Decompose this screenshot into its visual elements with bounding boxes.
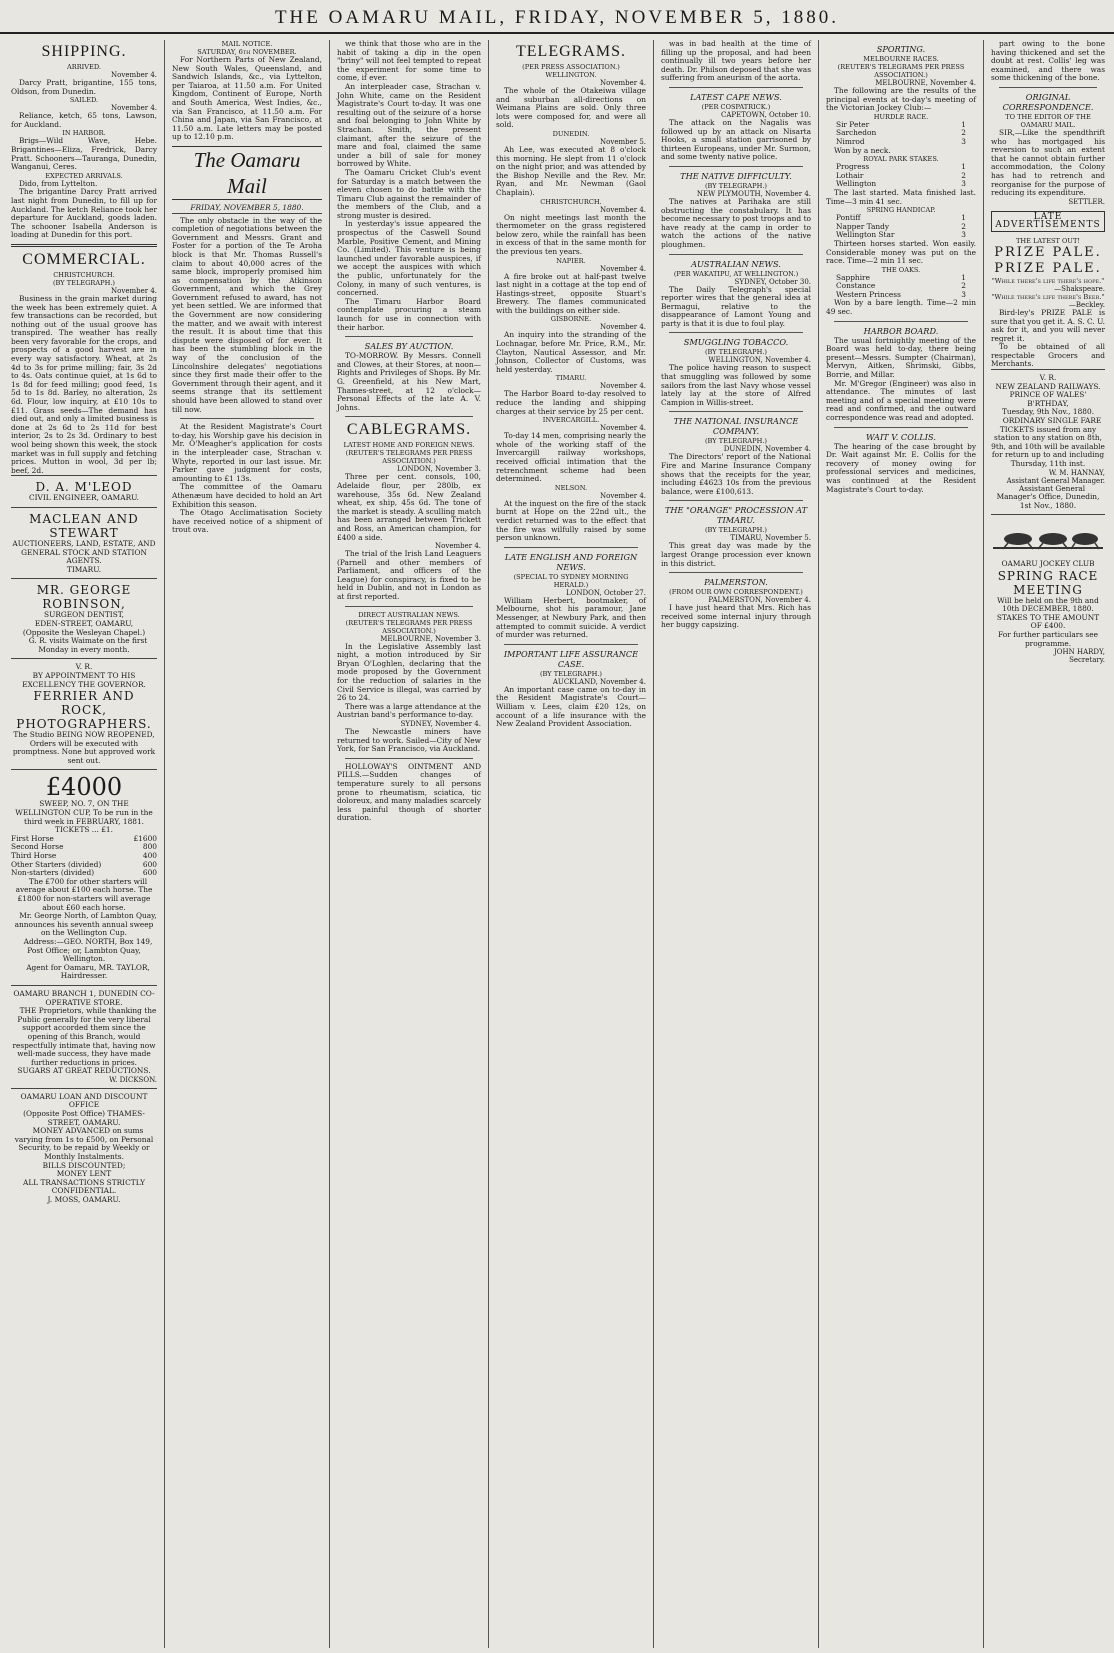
hurdle-heading: HURDLE RACE. (873, 112, 929, 121)
gisborne-text: An inquiry into the stranding of the Lochnagar, before Mr. Price, R.M., Mr. Clayton, Nautical Assessor, and Mr. Johnson, Collector of Customs, was held yesterday. (496, 330, 646, 374)
mail-text: For Northern Parts of New Zealand, New South Wales, Queensland, and Sandwich Islands, &c., via Lyttelton, per Taiaroa, at 11.50 a.m. For United Kingdom, Continent of Europe, North and South America, West Indies, &c., via San Francisco, at 11.50 a.m. For China and Japan, via San Francisco, at 11.50 a.m. Late letters may be posted up to 12.10 p.m. (172, 55, 322, 142)
australian-by: (PER WAKATIPU, AT WELLINGTON.) (673, 269, 799, 278)
coop-heading: OAMARU BRANCH 1, DUNEDIN CO-OPERATIVE STORE. (13, 988, 155, 1007)
dunedin-heading: DUNEDIN. (552, 129, 590, 138)
north-address: Address:—GEO. NORTH, Box 149, Post Office; or, Lambton Quay, Wellington. (23, 936, 153, 964)
divider (834, 427, 968, 428)
nelson-text: At the inquest on the fire of the stack burnt at Hope on the 22nd ult., the verdict returned was to the effect that the fire was wilfully raised by some person unknown. (496, 498, 646, 543)
wellington-text: The whole of the Otakeiwa village and suburban all-directions on Weimana Plains are sold. Only three lots were composed for, and were all sold. (496, 86, 646, 130)
wellington-date: November 4. (600, 79, 646, 87)
cable-date: November 4. (435, 542, 481, 551)
horse-name: Lothair (836, 170, 864, 180)
insurance-text: The Directors' report of the National Fire and Marine Insurance Company shows that the receipts for the year, including £4623 10s from the previous balance, were £100,613. (661, 452, 811, 496)
arrived-text: Darcy Pratt, brigantine, 155 tons, Oldson, from Dunedin. (11, 78, 157, 96)
loan-text: MONEY ADVANCED on sums varying from 1s to £500, on Personal Security, to be repaid by Weekly or Monthly Instalments. (14, 1126, 154, 1162)
paper-title: The Oamaru Mail (172, 146, 322, 200)
robinson-text: G. R. visits Waimate on the first Monday in every month. (28, 636, 148, 654)
ad-sweep (11, 769, 157, 984)
ad-coop (11, 985, 157, 1088)
arrived-label: ARRIVED. (66, 63, 102, 71)
native-heading: THE NATIVE DIFFICULTY. (680, 170, 792, 181)
divider (504, 644, 638, 645)
coop-manager: W. DICKSON. (109, 1075, 157, 1084)
horse-name: Wellington (836, 179, 877, 189)
late-english-by: (SPECIAL TO SYDNEY MORNING HERALD.) (513, 572, 629, 589)
nelson-date: November 4. (600, 491, 646, 500)
c7-continued: part owing to the bone having thickened and set the doubt at rest. Collis' leg was examined, and there was some thickening of the bone. (991, 40, 1105, 83)
sailed-label: SAILED. (69, 96, 99, 105)
late-english-heading: LATE ENGLISH AND FOREIGN NEWS. (504, 551, 638, 572)
column-rule (818, 40, 819, 1648)
commercial-place: CHRISTCHURCH. (53, 270, 115, 279)
commercial-by: (BY TELEGRAPH.) (52, 278, 115, 287)
robinson-name: MR. GEORGE ROBINSON, (36, 583, 132, 612)
palmerston-heading: PALMERSTON. (704, 577, 768, 588)
column-rule (164, 40, 165, 1648)
christchurch-text: On night meetings last month the thermometer on the grass registered below zero, while the rainfall has been in excess of that in the same month for the previous ten years. (496, 212, 646, 256)
invercargill-heading: INVERCARGILL. (542, 416, 600, 425)
railways-text: ORDINARY SINGLE FARE TICKETS issued from any station to any station on 8th, 9th, and 10th will be available for return up to and including Thursday, 11th inst. (991, 416, 1105, 468)
timaru-text: The Harbor Board to-day resolved to reduce the landing and shipping charges at their service by 25 per cent. (496, 389, 646, 416)
sailed-text: Reliance, ketch, 65 tons, Lawson, for Auckland. (11, 111, 157, 129)
important-text: An important case came on to-day in the Resident Magistrate's Court—William v. Lees, claim £20 12s, on account of a life insurance with the New Zealand Provident Association. (496, 684, 646, 729)
direct-text: In the Legislative Assembly last night, a motion introduced by Sir Bryan O'Loghlen, declaring that the mode proposed by the Government for the reduction of salaries in the Civil Service is illegal, was carried by 26 to 24. (337, 641, 481, 703)
jockey-further: For further particulars see programme. (998, 629, 1098, 648)
australian-place: SYDNEY, October 30. (734, 277, 811, 286)
spring-text: Thirteen horses started. Won easily. Considerable money was put on the race. Time—2 min 11 sec. (826, 238, 976, 266)
prize-value: 600 (142, 859, 157, 869)
sales-heading: SALES BY AUCTION. (364, 341, 454, 352)
holloway-text: HOLLOWAY'S OINTMENT AND PILLS.—Sudden changes of temperature surely to all persons prone to rheumatism, sciatica, tic doloreux, and many maladies scarcely less painful though of shorter duration. (337, 761, 481, 823)
divider (11, 244, 157, 247)
sugars-text: SUGARS AT GREAT REDUCTIONS. (17, 1066, 151, 1076)
jockey-stakes: STAKES TO THE AMOUNT OF £400. (996, 612, 1100, 631)
races-by: (REUTER'S TELEGRAMS PER PRESS ASSOCIATION.) (837, 63, 965, 79)
jockey-sign-2: Secretary. (1069, 656, 1105, 665)
vr-mark: V. R. (1039, 373, 1057, 383)
railways-heading: NEW ZEALAND RAILWAYS. (995, 381, 1101, 391)
column-rule (653, 40, 654, 1648)
horse-name: Sarchedon (836, 128, 877, 138)
coop-text: THE Proprietors, while thanking the Public generally for the very liberal support accorded them since the opening of this Branch, would respectfully intimate that, having now well-made success, they have made further reductions in prices. (12, 1006, 157, 1067)
divider (345, 606, 473, 607)
railways-sign-2: Assistant General Manager. (1006, 476, 1105, 485)
prize-value: £1600 (133, 833, 157, 843)
prize-label: Other Starters (divided) (11, 859, 102, 869)
quote-2-source: —Beckley. (1068, 300, 1105, 309)
hurdle-won: Won by a neck. (834, 145, 891, 155)
prize-pale-text: Bird-ley's PRIZE PALE is sure that you get it. A. S. C. U. ask for it, and you will never regret it. (991, 307, 1105, 343)
divider (669, 166, 803, 167)
races-text: The following are the results of the principal events at to-day's meeting of the Victorian Jockey Club:— (826, 86, 976, 113)
prize-label: Second Horse (11, 842, 64, 852)
maclean-sub: AUCTIONEERS, LAND, ESTATE, AND GENERAL STOCK AND STATION AGENTS. (12, 538, 156, 566)
late-english-text: William Herbert, bootmaker, of Melbourne, shot his paramour, Jane Messenger, at Newbury Park, and then attempted to commit suicide. A verdict of murder was returned. (496, 595, 646, 640)
interpleader-text: An interpleader case, Strachan v. John White, came on the Resident Magistrate's Court to-day. It was one resulting out of the seizure of a horse and foal belonging to John White by Strachan. Smith, the present claimant, after the seizure of the mare and foal, claimed the same under a bill of sale for money borrowed by White. (337, 81, 481, 169)
masthead-title: THE OAMARU MAIL, FRIDAY, NOVEMBER 5, 1880. (274, 7, 840, 28)
quote-1-source: —Shakspeare. (1054, 284, 1105, 293)
ad-robinson (11, 578, 157, 658)
lent-text: MONEY LENT (56, 1169, 112, 1179)
late-english-place: LONDON, October 27. (565, 588, 646, 597)
napier-heading: NAPIER. (556, 256, 586, 265)
column-5 (656, 40, 816, 1648)
art-text: The committee of the Oamaru Athenæum have decided to hold an Art Exhibition this season. (172, 482, 322, 509)
australian-text: The Daily Telegraph's special reporter wires that the general idea at Bermagui, relative to the disappearance of Lamont Young and party is that it is due to foul play. (661, 284, 811, 328)
commercial-text: Business in the grain market during the week has been extremely quiet. A few transactions can be recorded, but nothing out of the usual groove has transpired. The weather has really been very favorable for the crops, and prospects of a good harvest are in every way satisfactory. Wheat, at 2s 4d to 3s for prime milling; fair, 3s 2d to 4s. Oats continue quiet, at 1s 6d to 1s 8d for feed milling; good feed, 1s 5d to 1s 8d. Barley, no alteration, 2s 6d. Flour, low inquiry, at £10 10s to £11. Grass seeds—The demand has died out, and only a limited business is done at 2s 6d to 2s 11d for best interior, 2s to 2s 3d. Ordinary to best wool being shown this week, the stock market was in full supply and fetching prices. Mutton in wool, 3d per lb; beef, 2d. (11, 293, 157, 475)
loan-address: (Opposite Post Office) THAMES-STREET, OAMARU. (23, 1109, 145, 1127)
ad-ferrier (11, 658, 157, 769)
divider (669, 572, 803, 573)
ad-jockey-club (991, 514, 1105, 668)
napier-date: November 4. (600, 264, 646, 273)
insurance-place: DUNEDIN, November 4. (723, 445, 811, 454)
orange-place: TIMARU, November 5. (730, 534, 811, 543)
cape-by: (PER COSPATRICK.) (701, 102, 771, 111)
commercial-date: November 4. (111, 286, 157, 295)
divider (669, 254, 803, 255)
divider (999, 87, 1097, 88)
horse-place: 1 (961, 213, 966, 223)
column-7 (986, 40, 1110, 1648)
important-place: AUCKLAND, November 4. (552, 677, 646, 686)
cricket-text: The Oamaru Cricket Club's event for Saturday is a match between the eleven chosen to do battle with the Timaru Club against the remainder of the members of the Club, and a strong muster is desired. (337, 167, 481, 220)
quote-2: "While there's life there's Beer." (991, 292, 1105, 301)
horse-place: 2 (961, 221, 966, 231)
robinson-sub: SURGEON DENTIST, (44, 610, 124, 620)
column-rule (329, 40, 330, 1648)
ferrier-sub: The Studio BEING NOW REOPENED, Orders will be executed with promptness. None but approved work sent out. (12, 730, 156, 765)
ad-maclean (11, 507, 157, 578)
mleod-title: CIVIL ENGINEER, OAMARU. (28, 493, 140, 503)
harbour-label: IN HARBOR. (62, 129, 106, 138)
direct-by: (REUTER'S TELEGRAMS PER PRESS ASSOCIATION.) (345, 618, 473, 635)
column-2 (167, 40, 327, 1648)
late-ads-heading: LATE ADVERTISEMENTS (991, 211, 1105, 232)
horse-name: Wellington Star (836, 230, 895, 240)
orange-text: This great day was made by the largest Orange procession ever known in this district. (661, 541, 811, 568)
dunedin-date: November 5. (600, 137, 646, 146)
prize-label: Non-starters (divided) (11, 868, 95, 878)
ad-mleod (11, 475, 157, 507)
expected-label: EXPECTED ARRIVALS. (45, 171, 123, 180)
smuggling-text: The police having reason to suspect that smuggling was followed by some sailors from the last Navy whose vessel lately lay at the store of Alfred Campion in Willis-street. (661, 363, 811, 407)
horse-name: Sir Peter (836, 119, 870, 129)
collis-heading: WAIT V. COLLIS. (866, 431, 936, 442)
column-4 (491, 40, 651, 1648)
caswell-text: In yesterday's issue appeared the prospectus of the Caswell Sound Marble, Positive Cement, and Mining Co. (Limited). This venture is being launched under favorable auspices, if we accept the auspices with which the public, unfortunately for the Colony, in many of such ventures, is concerned. (337, 219, 481, 298)
gisborne-heading: GISBORNE. (550, 315, 592, 324)
cablegrams-heading: CABLEGRAMS. (346, 421, 472, 439)
cape-place: CAPETOWN, October 10. (721, 110, 811, 119)
harbour-launch-text: The Timaru Harbor Board contemplate procuring a steam launch for use in connection with their harbor. (337, 296, 481, 332)
loan-heading: OAMARU LOAN AND DISCOUNT OFFICE (20, 1091, 148, 1110)
horse-place: 2 (961, 128, 966, 138)
column-rule (488, 40, 489, 1648)
oaks-heading: THE OAKS. (881, 265, 921, 274)
north-agent: Agent for Oamaru, MR. TAYLOR, Hairdresser. (26, 962, 150, 981)
horse-place: 3 (961, 179, 966, 189)
railways-sign: W. M. HANNAY, (1048, 468, 1105, 477)
horse-place: 3 (961, 136, 966, 146)
gisborne-date: November 4. (600, 323, 646, 332)
sweep-note: The £700 for other starters will average about £100 each horse. The £1800 for non-starters will average about £60 each horse. (15, 876, 153, 912)
robinson-place: EDEN-STREET, OAMARU, (34, 618, 134, 628)
invercargill-text: To-day 14 men, comprising nearly the whole of the working staff of the Invercargill railway workshops, received official intimation that the retrenchment scheme had been determined. (496, 431, 646, 484)
railways-sub: PRINCE OF WALES' B'RTHDAY, (1009, 390, 1087, 408)
christchurch-heading: CHRISTCHURCH. (540, 197, 602, 206)
timaru-heading: TIMARU. (555, 374, 587, 383)
smuggling-place: WELLINGTON, November 4. (708, 356, 811, 365)
loan-name: J. MOSS, OAMARU. (47, 1195, 121, 1204)
insurance-by: (BY TELEGRAPH.) (704, 437, 767, 446)
mleod-name: D. A. M'LEOD (35, 480, 133, 495)
prize-value: 400 (142, 851, 157, 861)
vr-mark: V. R. (75, 662, 93, 672)
ova-text: The Otago Acclimatisation Society have received notice of a shipment of trout ova. (172, 508, 322, 535)
prize-pale-text-2: To be obtained of all respectable Grocers and Merchants. (991, 342, 1105, 369)
horse-place: 2 (961, 281, 966, 291)
prize-label: First Horse (11, 833, 54, 843)
quote-1: "While there's life there's hope." (991, 276, 1105, 285)
column-6 (821, 40, 981, 1648)
ad-railways (991, 369, 1105, 514)
prize-value: 600 (142, 868, 157, 878)
insurance-heading: THE NATIONAL INSURANCE COMPANY. (673, 416, 799, 437)
oaks-text: Won by a bare length. Time—2 min 49 sec. (826, 298, 976, 317)
shipping-heading: SHIPPING. (41, 43, 127, 60)
important-heading: IMPORTANT LIFE ASSURANCE CASE. (503, 648, 639, 669)
horse-name: Nimrod (836, 136, 865, 146)
divider (345, 336, 473, 337)
column-rule (983, 40, 984, 1648)
horse-name: Napper Tandy (836, 221, 890, 231)
mail-heading: MAIL NOTICE. (221, 40, 273, 48)
divider (345, 758, 473, 759)
australian-heading: AUSTRALIAN NEWS. (691, 258, 781, 269)
palmerston-text: I have just heard that Mrs. Rich has received some internal injury through her buggy capsizing. (661, 603, 811, 630)
divider (669, 500, 803, 501)
harbour-board-heading: HARBOR BOARD. (863, 325, 939, 336)
spring-heading: SPRING HANDICAP. (866, 206, 936, 215)
invercargill-date: November 4. (600, 424, 646, 433)
palmerston-by: (FROM OUR OWN CORRESPONDENT.) (669, 588, 803, 597)
cable-by: (REUTER'S TELEGRAMS PER PRESS ASSOCIATION.) (345, 449, 473, 466)
horse-place: 3 (961, 289, 966, 299)
sporting-heading: SPORTING. (876, 44, 926, 54)
orange-heading: THE "ORANGE" PROCESSION AT TIMARU. (664, 505, 808, 526)
royal-text: The last started. Mata finished last. Time—3 min 41 sec. (826, 187, 976, 206)
paper-dateline: FRIDAY, NOVEMBER 5, 1880. (172, 204, 322, 214)
ferrier-name: FERRIER AND ROCK, PHOTOGRAPHERS. (16, 689, 152, 732)
prize-label: Third Horse (11, 851, 57, 861)
races-place: MELBOURNE, November 4. (875, 79, 976, 87)
harbour-board-text: The usual fortnightly meeting of the Board was held to-day, there being present—Messrs. Sumpter (Chairman), Mervyn, Aitken, Shrimski, Gibbs, Borrie, and Millar. (826, 335, 976, 380)
divider (834, 321, 968, 322)
cable-text-2: The trial of the Irish Land Leaguers (Parnell and other members of Parliament, and officers of the League) for conspiracy, is fixed to be held in Dublin, and not in London as at first reported. (337, 549, 481, 602)
palmerston-place: PALMERSTON, November 4. (708, 596, 811, 605)
jockey-club-name: OAMARU JOCKEY CLUB (1001, 558, 1095, 568)
horse-race-illustration (993, 523, 1103, 553)
native-text: The natives at Parihaka are still obstructing the constabulary. It has become necessary to post troops and to have ready at the camp in order to watch the actions of the native ploughmen. (661, 196, 811, 249)
christchurch-date: November 4. (600, 205, 646, 214)
horse-name: Pontiff (836, 213, 861, 223)
horse-place: 2 (961, 170, 966, 180)
correspondence-heading: ORIGINAL CORRESPONDENCE. (1002, 91, 1094, 112)
divider (504, 547, 638, 548)
railways-date: Tuesday, 9th Nov., 1880. (1001, 407, 1095, 417)
column-1 (6, 40, 162, 1648)
latest-out: THE LATEST OUT! (1015, 236, 1081, 245)
cable-place: LONDON, November 3. (397, 465, 481, 474)
correspondence-signature: SETTLER. (1068, 197, 1105, 206)
sweep-text: SWEEP, NO. 7, ON THE WELLINGTON CUP, To be run in the third week in FEBRUARY, 1881. (15, 799, 153, 826)
native-by: (BY TELEGRAPH.) (704, 181, 767, 190)
timaru-date: November 4. (600, 382, 646, 391)
sailed-date: November 4. (111, 104, 157, 113)
maclean-name: MACLEAN AND STEWART (29, 511, 139, 540)
horse-place: 1 (961, 162, 966, 172)
robinson-note: (Opposite the Wesleyan Chapel.) (22, 627, 146, 637)
harbour-board-text-2: Mr. M'Gregor (Engineer) was also in attendance. The minutes of last meeting and of a special meeting were read and confirmed, and the outward correspondence was read and adopted. (826, 378, 976, 422)
collis-text: The hearing of the case brought by Dr. Wait against Mr. E. Collis for the recovery of money owing for professional services and medicines, was continued at the Resident Magistrate's Court to-day. (826, 441, 976, 494)
divider (669, 87, 803, 88)
cape-heading: LATEST CAPE NEWS. (690, 91, 782, 102)
races-heading: MELBOURNE RACES. (863, 55, 939, 63)
correspondence-text: SIR,—Like the spendthrift who has mortgaged his reversion to such an extent that he cannot obtain further accommodation, the Colony has had to retrench and reorganise for the purpose of reducing its expenditure. (991, 127, 1105, 198)
jockey-text: Will be held on the 9th and 10th DECEMBER, 1880. (997, 595, 1099, 614)
c5-continued: was in bad health at the time of filling up the proposal, and had been continually ill two years before her death. Dr. Philson deposed that she was suffering from aneurism of the aorta. (661, 40, 811, 83)
orange-by: (BY TELEGRAPH.) (704, 526, 767, 535)
native-place: NEW PLYMOUTH, November 4. (696, 189, 811, 198)
c3-continued: we think that those who are in the habit of taking a dip in the open "briny" will not feel tempted to repeat the experiment for some time to come, if ever. (337, 40, 481, 83)
horse-place: 3 (961, 230, 966, 240)
important-by: (BY TELEGRAPH.) (539, 669, 602, 678)
telegrams-heading: TELEGRAMS. (516, 43, 626, 60)
jockey-sign: JOHN HARDY, (1054, 648, 1105, 657)
north-text: Mr. George North, of Lambton Quay, announces his seventh annual sweep on the Wellington Cup. (14, 911, 157, 938)
loan-note: ALL TRANSACTIONS STRICTLY CONFIDENTIAL. (22, 1177, 146, 1196)
maclean-place: TIMARU. (66, 564, 102, 574)
ad-loan (11, 1088, 157, 1209)
expected-text: Dido, from Lyttelton. (19, 178, 98, 188)
cable-text: Three per cent. consols, 100, Adelaide flour, per 280lb, ex warehouse, 35s 6d. New Zealand wheat, ex ship, 45s 6d. The tone of the market is steady. A sculling match has been arranged between Trickett and Ross, an American champion, for £400 a side. (337, 472, 481, 542)
correspondence-to: TO THE EDITOR OF THE OAMARU MAIL. (1005, 112, 1091, 129)
wellington-heading: WELLINGTON. (545, 71, 597, 79)
harbour-text: Brigs—Wild Wave, Hebe. Brigantines—Eliza, Fredrick, Darcy Pratt. Schooners—Tauranga, Dunedin, Wanganui, Ceres. (11, 136, 157, 172)
cape-text: The attack on the Nagalis was followed up by an attack on Nisarta Hooks, a small station garrisoned by thirteen Europeans, under Mr. Surmon, and some twenty native police. (661, 117, 811, 162)
royal-heading: ROYAL PARK STAKES. (863, 155, 939, 164)
sydney-place: SYDNEY, November 4. (400, 720, 481, 728)
jockey-meeting: SPRING RACE MEETING (997, 568, 1099, 597)
appointment-text: BY APPOINTMENT TO HIS EXCELLENCY THE GOVERNOR. (22, 670, 146, 689)
divider (669, 411, 803, 412)
napier-text: A fire broke out at half-past twelve last night in a cottage at the top end of Hastings-street, opposite Stuart's Brewery. The flames communicated with the buildings on either side. (496, 271, 646, 315)
shipping-notes: The brigantine Darcy Pratt arrived last night from Dunedin, to fill up for Auckland. The ketch Reliance took her departure for Auckland, goods laden. The schooner Isabella Anderson is loading at Dunedin for this port. (11, 187, 157, 240)
arrived-date: November 4. (111, 71, 157, 79)
dunedin-text: Ah Lee, was executed at 8 o'clock this morning. He slept from 11 o'clock on the night prior, and was attended by the Bishop Neville and the Rev. Mr. Ryan, and Mr. Newman (Gaol Chaplain). (496, 144, 646, 197)
nelson-heading: NELSON. (554, 483, 588, 492)
railways-sign-3: Assistant General Manager's Office, Dunedin, 1st Nov., 1880. (996, 483, 1100, 510)
direct-place: MELBOURNE, November 3. (380, 634, 481, 643)
column-3 (332, 40, 486, 1648)
horse-name: Constance (836, 281, 876, 291)
mail-date: SATURDAY, 6th NOVEMBER. (197, 48, 297, 56)
sales-text: TO-MORROW. By Messrs. Connell and Clowes, at their Stores, at noon—Rights and Privileges of Shops. By Mr. G. Greenfield, at his New Mart, Thames-street, at 12 o'clock—Personal Effects of the late A. V. Johns. (337, 351, 481, 412)
horse-name: Western Princess (836, 289, 901, 299)
masthead (0, 0, 1114, 34)
commercial-heading: COMMERCIAL. (22, 250, 146, 268)
horse-name: Progress (836, 162, 870, 172)
tickets-label: TICKETS ... £1. (55, 825, 113, 835)
divider (669, 332, 803, 333)
smuggling-heading: SMUGGLING TOBACCO. (683, 337, 789, 348)
divider (180, 418, 314, 419)
horse-name: Sapphire (836, 272, 870, 282)
cable-sub: LATEST HOME AND FOREIGN NEWS. (343, 441, 475, 450)
direct-heading: DIRECT AUSTRALIAN NEWS. (358, 610, 460, 619)
sydney-text: The Newcastle miners have returned to work. Sailed—City of New York, for San Francisco, via Auckland. (337, 727, 481, 754)
direct-text-2: There was a large attendance at the Austrian band's performance to-day. (337, 701, 481, 720)
bills-text: BILLS DISCOUNTED; (42, 1160, 126, 1170)
horse-place: 1 (961, 119, 966, 129)
leader-text: The only obstacle in the way of the completion of negotiations between the Government and Messrs. Grant and Foster for a portion of the Te Aroha block is that Mr. Thomas Russell's claim to about 40,000 acres of the same block, improperly promised him as compensation by the Atkinson Government, and which the Grey Government refused to award, has not yet been settled. We are informed that the Government are now considering the matter, and we await with interest the result. It is about time that this dispute were disposed of for ever. It has been the stumbling block in the way of the conclusion of the Lincolnshire delegates' negotiations since they first made their offer to the Government through their agent, and it seems strange that its settlement should have been allowed to stand over till now. (172, 215, 322, 414)
tel-by: (PER PRESS ASSOCIATION.) (522, 63, 620, 71)
smuggling-by: (BY TELEGRAPH.) (704, 348, 767, 357)
prize-pale-title: PRIZE PALE. PRIZE PALE. (994, 244, 1102, 276)
rm-court-text: At the Resident Magistrate's Court to-day, his Worship gave his decision in Mr. O'Meagher's application for costs in the interpleader case, Strachan v. Whyte, reported in our last issue. Mr. Parker gave judgment for costs, amounting to £1 13s. (172, 422, 322, 483)
horse-place: 1 (961, 272, 966, 282)
sweep-amount: £4000 (45, 773, 123, 802)
divider (345, 416, 473, 417)
prize-value: 800 (142, 842, 157, 852)
